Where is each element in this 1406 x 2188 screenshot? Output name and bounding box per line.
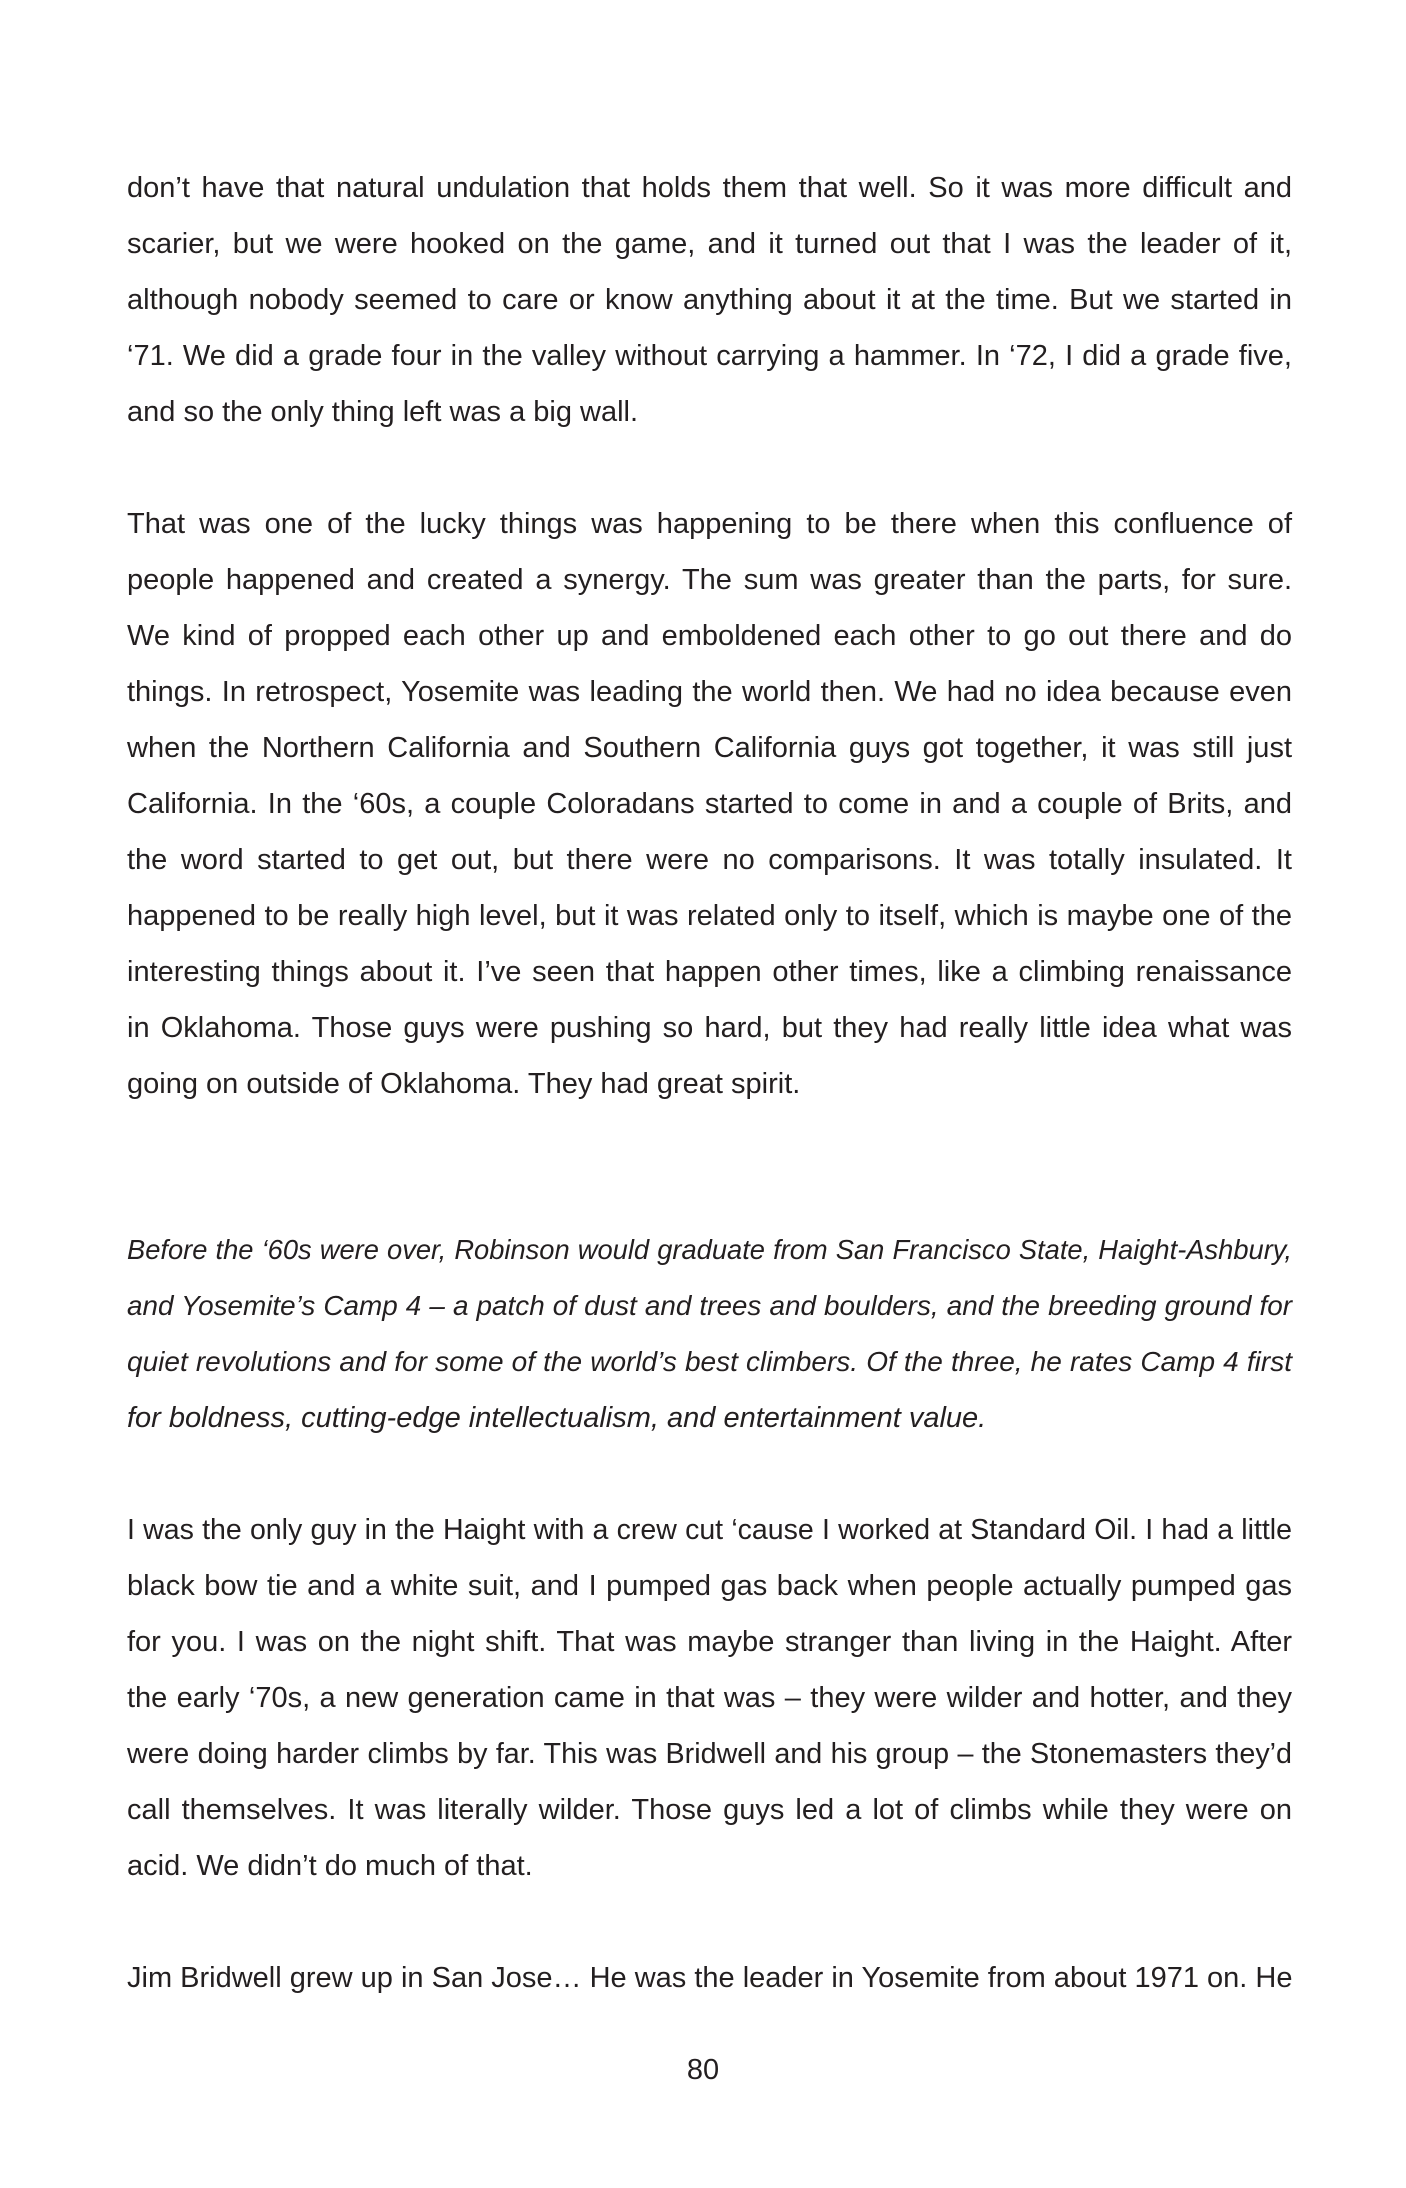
paragraph-2-line-8: happened to be really high level, but it was related only to itself, which is maybe one of the bbox=[127, 900, 1292, 932]
paragraph-4-line-1: I was the only guy in the Haight with a crew cut ‘cause I worked at Standard Oil. I had a little bbox=[127, 1514, 1292, 1546]
paragraph-2-line-1: That was one of the lucky things was happening to be there when this confluence of bbox=[127, 508, 1292, 540]
paragraph-4-line-3: for you. I was on the night shift. That was maybe stranger than living in the Haight. After bbox=[127, 1626, 1292, 1658]
paragraph-1-line-2: scarier, but we were hooked on the game, and it turned out that I was the leader of it, bbox=[127, 228, 1292, 260]
italic-intro-line-4: for boldness, cutting-edge intellectualism, and entertainment value. bbox=[127, 1402, 987, 1434]
italic-intro-line-1: Before the ‘60s were over, Robinson would graduate from San Francisco State, Haight-Ashbury, bbox=[127, 1234, 1292, 1265]
paragraph-2-line-9: interesting things about it. I’ve seen that happen other times, like a climbing renaissance bbox=[127, 956, 1292, 988]
paragraph-2 bbox=[127, 496, 1292, 1112]
paragraph-1-line-5: and so the only thing left was a big wall. bbox=[127, 396, 639, 428]
paragraph-2-line-3: We kind of propped each other up and emboldened each other to go out there and do bbox=[127, 620, 1292, 652]
paragraph-1-line-4: ‘71. We did a grade four in the valley without carrying a hammer. In ‘72, I did a grade five, bbox=[127, 340, 1292, 372]
paragraph-1-line-3: although nobody seemed to care or know anything about it at the time. But we started in bbox=[127, 284, 1292, 316]
paragraph-2-line-7: the word started to get out, but there were no comparisons. It was totally insulated. It bbox=[127, 844, 1292, 876]
paragraph-2-line-11: going on outside of Oklahoma. They had great spirit. bbox=[127, 1068, 801, 1100]
italic-intro-line-2: and Yosemite’s Camp 4 – a patch of dust and trees and boulders, and the breeding ground for bbox=[127, 1290, 1292, 1321]
paragraph-2-line-5: when the Northern California and Southern California guys got together, it was still just bbox=[127, 732, 1292, 764]
paragraph-4-line-5: were doing harder climbs by far. This was Bridwell and his group – the Stonemasters they’d bbox=[127, 1738, 1292, 1770]
italic-intro-paragraph bbox=[127, 1222, 1292, 1446]
paragraph-2-line-2: people happened and created a synergy. The sum was greater than the parts, for sure. bbox=[127, 564, 1292, 596]
paragraph-2-line-6: California. In the ‘60s, a couple Coloradans started to come in and a couple of Brits, and bbox=[127, 788, 1292, 820]
paragraph-4 bbox=[127, 1502, 1292, 1894]
paragraph-4-line-4: the early ‘70s, a new generation came in that was – they were wilder and hotter, and they bbox=[127, 1682, 1292, 1714]
paragraph-4-line-7: acid. We didn’t do much of that. bbox=[127, 1850, 533, 1882]
paragraph-5-line-1: Jim Bridwell grew up in San Jose… He was the leader in Yosemite from about 1971 on. He bbox=[127, 1962, 1293, 1994]
paragraph-4-line-2: black bow tie and a white suit, and I pumped gas back when people actually pumped gas bbox=[127, 1570, 1292, 1602]
paragraph-4-line-6: call themselves. It was literally wilder. Those guys led a lot of climbs while they were on bbox=[127, 1794, 1292, 1826]
paragraph-5 bbox=[127, 1950, 1292, 2006]
paragraph-1-line-1: don’t have that natural undulation that holds them that well. So it was more difficult and bbox=[127, 172, 1292, 204]
paragraph-2-line-4: things. In retrospect, Yosemite was leading the world then. We had no idea because even bbox=[127, 676, 1292, 708]
page-number: 80 bbox=[686, 2054, 720, 2086]
italic-intro-line-3: quiet revolutions and for some of the world’s best climbers. Of the three, he rates Camp 4 first bbox=[127, 1346, 1292, 1377]
paragraph-2-line-10: in Oklahoma. Those guys were pushing so hard, but they had really little idea what was bbox=[127, 1012, 1292, 1044]
paragraph-1 bbox=[127, 160, 1292, 440]
